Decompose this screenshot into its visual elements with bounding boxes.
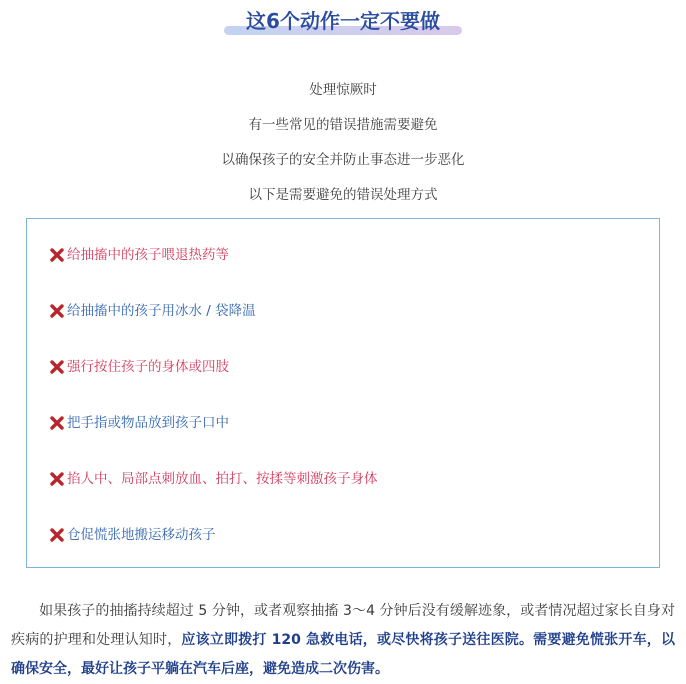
list-item-text: 给抽搐中的孩子喂退热药等: [67, 247, 229, 263]
cross-mark-icon: [49, 359, 65, 375]
list-item-text: 把手指或物品放到孩子口中: [67, 415, 229, 431]
paragraph-emphasis-text: 应该立即拨打 120 急救电话，或尽快将孩子送往医院。需要避免慌张开车，以确保安全，最好让孩子平躺在汽车后座，避免造成二次伤害。: [11, 632, 675, 677]
mistakes-list-box: [26, 218, 660, 568]
intro-section: [0, 78, 686, 218]
advice-paragraph: [11, 597, 675, 684]
list-item: [49, 413, 229, 433]
page-title: 这6个动作一定不要做: [224, 6, 462, 36]
cross-mark-icon: [49, 415, 65, 431]
paragraph-normal-text: 如果孩子的抽搐持续超过 5 分钟，或者观察抽搐 3～4 分钟后没有缓解迹象，或者情况超过家长自身对疾病的护理和处理认知时，: [11, 603, 675, 648]
list-item: [49, 245, 229, 265]
intro-line: 处理惊厥时: [309, 82, 377, 98]
list-item-text: 强行按住孩子的身体或四肢: [67, 359, 229, 375]
list-item: [49, 469, 378, 489]
list-item-text: 给抽搐中的孩子用冰水 / 袋降温: [67, 303, 256, 319]
list-item: [49, 525, 216, 545]
intro-line: 有一些常见的错误措施需要避免: [248, 117, 438, 133]
cross-mark-icon: [49, 303, 65, 319]
list-item-text: 仓促慌张地搬运移动孩子: [67, 527, 216, 543]
cross-mark-icon: [49, 471, 65, 487]
cross-mark-icon: [49, 527, 65, 543]
intro-line: 以确保孩子的安全并防止事态进一步恶化: [221, 152, 465, 168]
cross-mark-icon: [49, 247, 65, 263]
list-item: [49, 357, 229, 377]
intro-line: 以下是需要避免的错误处理方式: [248, 187, 438, 203]
title-section: [0, 6, 686, 36]
list-item-text: 掐人中、局部点刺放血、拍打、按揉等刺激孩子身体: [67, 471, 378, 487]
list-item: [49, 301, 256, 321]
